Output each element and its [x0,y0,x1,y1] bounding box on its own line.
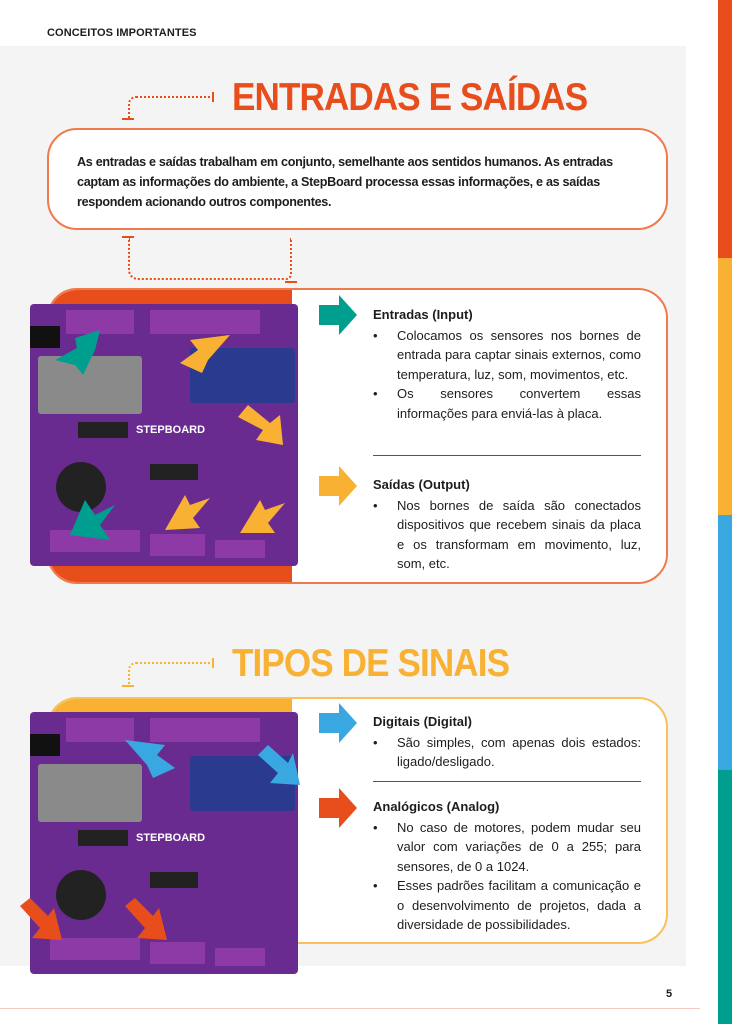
connector-tick [122,118,134,120]
bullet-item: • Os sensores convertem essas informações para enviá-las à placa. [373,384,641,423]
block-heading: Analógicos (Analog) [373,799,500,814]
color-stripe-yellow [718,258,732,515]
color-stripe-orange [718,0,732,258]
block-heading: Saídas (Output) [373,477,470,492]
color-stripe-blue [718,515,732,770]
bullet-item: • Esses padrões facilitam a comunicação e o desenvolvimento de projetos, dada a diversidade de possibilidades. [373,876,641,935]
bullet-item: • No caso de motores, podem mudar seu valor com variações de 0 a 255; para sensores, de 0 a 1024. [373,818,641,877]
intro-box: As entradas e saídas trabalham em conjunto, semelhante aos sentidos humanos. As entradas captam as informações do ambiente, a StepBoard processa essas informações, e as saídas respondem acionando outros componentes. [47,128,668,230]
connector-tick [212,658,214,668]
color-stripe-teal [718,770,732,1024]
connector-tick [285,281,297,283]
divider [373,455,641,456]
block-heading: Digitais (Digital) [373,714,472,729]
bullet-item: • Colocamos os sensores nos bornes de entrada para captar sinais externos, como temperatura, luz, som, movimentos, etc. [373,326,641,385]
connector-tick [212,92,214,102]
saidas-block [373,475,641,574]
section-title-entradas-saidas: ENTRADAS E SAÍDAS [232,76,588,119]
bullet-item: • São simples, com apenas dois estados: ligado/desligado. [373,733,641,772]
yellow-arrow-icon [319,466,357,506]
board-logo: STEPBOARD [136,832,206,844]
blue-arrow-icon [319,703,357,743]
board-logo: STEPBOARD [136,424,206,436]
connector-line [128,238,292,280]
footer-line [0,1008,700,1009]
connector-tick [122,685,134,687]
teal-arrow-pointer [65,495,115,540]
teal-arrow-icon [319,295,357,335]
entradas-block [373,305,641,423]
page-number: 5 [666,988,673,1000]
page-header: CONCEITOS IMPORTANTES [47,27,197,39]
analog-block [373,797,641,935]
yellow-arrow-pointer [180,335,230,375]
teal-arrow-pointer [55,330,105,375]
yellow-arrow-pointer [238,405,283,450]
yellow-arrow-pointer [165,490,210,530]
orange-arrow-pointer [125,898,170,943]
orange-arrow-icon [319,788,357,828]
bullet-item: • Nos bornes de saída são conectados dispositivos que recebem sinais da placa e os transformam em movimento, luz, som, etc. [373,496,641,574]
digital-block [373,712,641,772]
blue-arrow-pointer [258,745,300,785]
block-heading: Entradas (Input) [373,307,473,322]
section-title-tipos-sinais: TIPOS DE SINAIS [232,642,510,685]
orange-arrow-pointer [20,898,65,943]
divider [373,781,641,782]
blue-arrow-pointer [125,740,175,780]
yellow-arrow-pointer [240,495,285,535]
connector-line [128,96,214,118]
connector-line [128,662,214,684]
